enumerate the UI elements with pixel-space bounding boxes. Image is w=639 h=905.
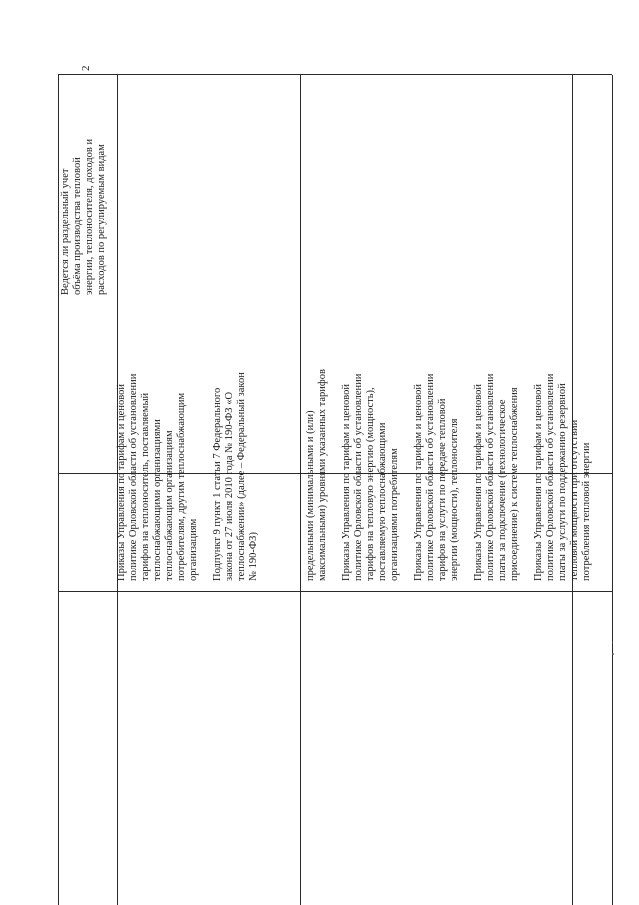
document-item: Приказы Управления по тарифам и ценовой политике Орловской области об установлении тарифов на услуги по передаче тепловой энергии (мощности), теплоносителя [413,373,460,581]
document-item: Приказы Управления по тарифам и ценовой политике Орловской области об установлении тарифов на теплоноситель, поставляемый теплоснабжающими организациями теплоснабжающим организациям потребителям, другим теплоснабжающим организациям [116,373,199,581]
row-1-documents-cell [305,311,593,581]
table-border-bottom [612,75,613,905]
document-item: Приказы Управления по тарифам и ценовой политике Орловской области об установлении платы за услуги по поддержанию резервной тепловой мощности при отсутствии потребления тепловой энергии [533,373,592,581]
document-item: предельными (минимальными и (или) максимальными) уровнями указанных тарифов [305,369,328,581]
table-border-col1-divider [300,75,301,905]
document-item: Приказы Управления по тарифам и ценовой политике Орловской области об установлении платы за подключение (технологическое присоединение) к системе теплоснабжения [473,373,520,581]
criterion-text: Ведется ли раздельный учет объёма производства тепловой энергии, теплоносителя, доходов и расходов по регулируемым видам [60,138,107,295]
document-item: Приказы Управления по тарифам и ценовой политике Орловской области об установлении тарифов на тепловую энергию (мощность), поставляемую теплоснабжающими организациями потребителям [341,373,400,581]
table-border-col3-divider [58,591,612,592]
row-number-2: 2 [80,65,92,71]
table-border-top [58,75,59,905]
row-2-documents-cell [116,311,260,581]
document-item: Подпункт 9 пункт 1 статьи 7 Федерального закона от 27 июля 2010 года № 190-ФЗ «О теплоснабжении» (далее – Федеральный закон № 190-ФЗ) [212,372,259,581]
scan-speck [612,642,613,643]
table-border-right [58,74,612,75]
scan-speck [612,653,614,655]
